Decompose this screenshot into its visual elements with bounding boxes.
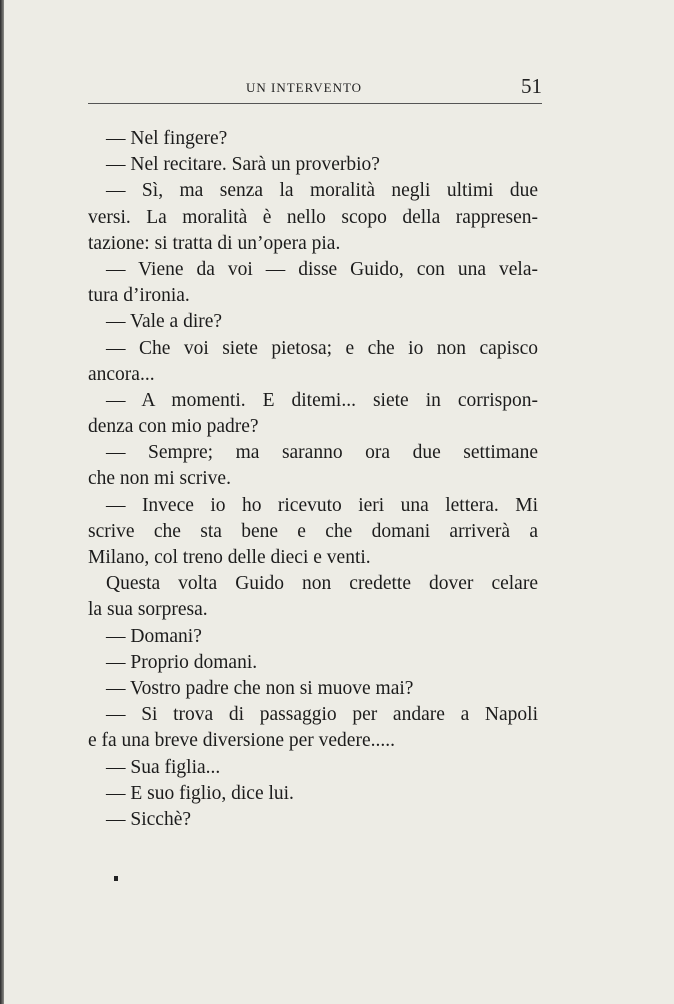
- text-line: ancora...: [88, 363, 155, 385]
- text-line: Milano, col treno delle dieci e venti.: [88, 547, 371, 568]
- text-line: — Nel recitare. Sarà un proverbio?: [106, 154, 380, 176]
- text-line: tazione: si tratta di un’opera pia.: [88, 232, 341, 254]
- text-line: Questa volta Guido non credette dover celare: [106, 573, 538, 595]
- body-text: [88, 126, 538, 833]
- text-line: — Sì, ma senza la moralità negli ultimi due: [106, 180, 538, 202]
- text-line: — E suo figlio, dice lui.: [106, 782, 294, 804]
- text-line: — Domani?: [106, 625, 202, 647]
- text-line: — Sicchè?: [106, 808, 192, 830]
- text-line: — Proprio domani.: [106, 651, 258, 673]
- text-line: che non mi scrive.: [88, 468, 231, 490]
- page-header: [88, 72, 542, 106]
- header-rule: [88, 103, 542, 104]
- page-number: 51: [521, 74, 542, 98]
- text-line: — A momenti. E ditemi... siete in corrispon-: [106, 389, 538, 411]
- text-line: tura d’ironia.: [88, 285, 190, 307]
- ink-speck: [114, 876, 118, 881]
- text-line: — Vale a dire?: [106, 311, 223, 333]
- text-line: — Sempre; ma saranno ora due settimane: [106, 442, 538, 464]
- text-line: — Vostro padre che non si muove mai?: [106, 677, 414, 699]
- text-line: — Viene da voi — disse Guido, con una vela-: [106, 258, 538, 280]
- binding-edge: [0, 0, 4, 1004]
- text-line: — Invece io ho ricevuto ieri una lettera. Mi: [106, 494, 538, 516]
- text-line: scrive che sta bene e che domani arriverà a: [88, 520, 538, 542]
- text-line: la sua sorpresa.: [88, 599, 208, 621]
- text-line: — Nel fingere?: [106, 128, 228, 149]
- text-line: e fa una breve diversione per vedere.....: [88, 730, 395, 752]
- text-line: denza con mio padre?: [88, 416, 259, 438]
- text-line: — Che voi siete pietosa; e che io non capisco: [106, 337, 538, 359]
- running-head: UN INTERVENTO: [246, 80, 363, 95]
- text-line: — Sua figlia...: [106, 756, 221, 778]
- text-line: versi. La moralità è nello scopo della rappresen-: [88, 206, 538, 228]
- text-line: — Si trova di passaggio per andare a Napoli: [106, 704, 538, 726]
